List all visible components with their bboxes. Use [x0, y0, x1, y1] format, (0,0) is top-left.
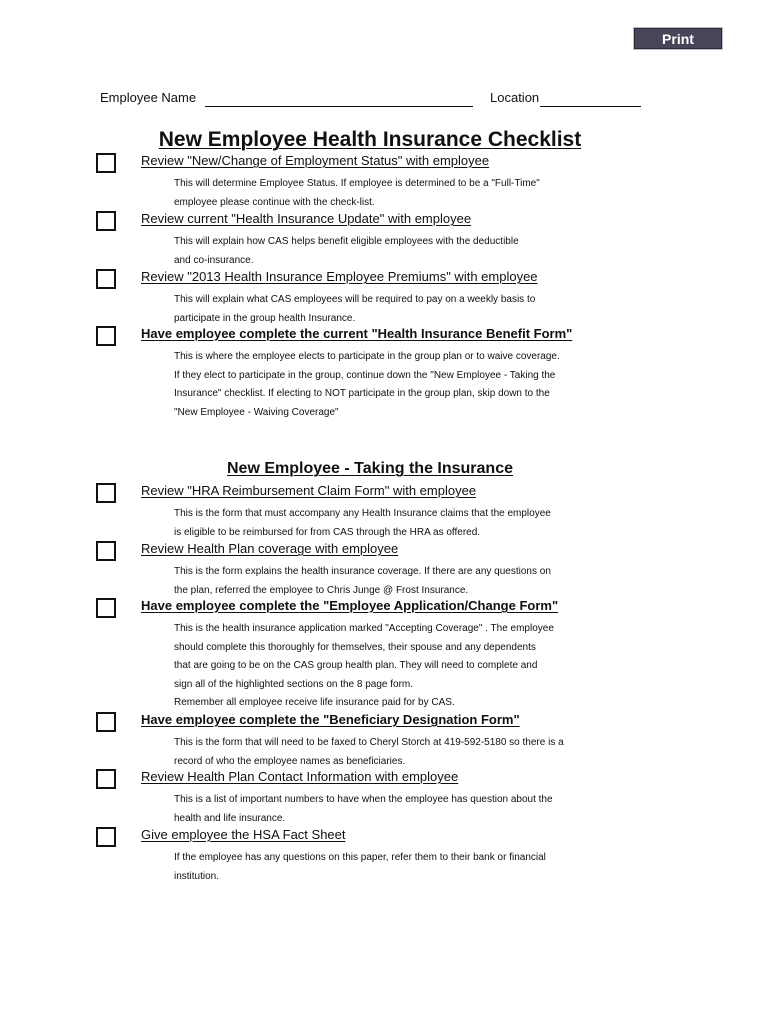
checkbox[interactable] — [96, 712, 116, 732]
description-line: the plan, referred the employee to Chris Junge @ Frost Insurance. — [174, 584, 469, 596]
description-line: record of who the employee names as beneficiaries. — [174, 755, 406, 767]
description-line: If they elect to participate in the group, continue down the "New Employee - Taking the — [174, 369, 556, 381]
description-line: This is where the employee elects to participate in the group plan or to waive coverage. — [174, 351, 560, 362]
checklist-item-title: Have employee complete the "Employee Application/Change Form" — [141, 598, 559, 613]
checkbox[interactable] — [96, 153, 116, 173]
description-line: "New Employee - Waiving Coverage" — [174, 406, 339, 418]
description-line: institution. — [174, 870, 220, 882]
print-button[interactable]: Print — [634, 28, 722, 49]
checkbox[interactable] — [96, 269, 116, 289]
description-line: participate in the group health Insurance. — [174, 312, 356, 324]
description-line: Remember all employee receive life insurance paid for by CAS. — [174, 697, 455, 709]
description-line: This is the health insurance application marked "Accepting Coverage" . The employee — [174, 623, 554, 634]
checklist-item-description — [174, 175, 594, 212]
checklist-item-description — [174, 563, 594, 600]
checklist-item-title: Review "HRA Reimbursement Claim Form" with employee — [141, 483, 477, 498]
checkbox[interactable] — [96, 211, 116, 231]
checklist-item-title: Review current "Health Insurance Update" with employee — [141, 211, 472, 226]
location-label: Location — [490, 90, 540, 105]
checklist-item-title: Have employee complete the "Beneficiary Designation Form" — [141, 712, 520, 727]
checklist-item-title: Review Health Plan coverage with employee — [141, 541, 399, 556]
description-line: This will explain what CAS employees will be required to pay on a weekly basis to — [174, 294, 536, 305]
description-line: If the employee has any questions on this paper, refer them to their bank or financial — [174, 852, 546, 863]
checklist-item-description — [174, 505, 594, 542]
checklist-item-description — [174, 734, 594, 771]
employee-name-field[interactable] — [205, 105, 473, 107]
checkbox[interactable] — [96, 541, 116, 561]
section-title-taking-insurance: New Employee - Taking the Insurance — [227, 460, 513, 477]
checkbox[interactable] — [96, 483, 116, 503]
location-field[interactable] — [540, 105, 641, 107]
checkbox[interactable] — [96, 326, 116, 346]
checklist-item-description — [174, 620, 594, 713]
description-line: This is the form that will need to be faxed to Cheryl Storch at 419-592-5180 so there is a — [174, 737, 564, 748]
checklist-item-description — [174, 233, 594, 270]
checklist-item-description — [174, 791, 594, 828]
description-line: sign all of the highlighted sections on the 8 page form. — [174, 678, 414, 690]
checklist-item-title: Have employee complete the current "Health Insurance Benefit Form" — [141, 326, 573, 341]
checkbox[interactable] — [96, 827, 116, 847]
checklist-item-title: Review "2013 Health Insurance Employee Premiums" with employee — [141, 269, 538, 284]
checklist-item-description — [174, 849, 594, 886]
description-line: and co-insurance. — [174, 254, 254, 266]
description-line: should complete this thoroughly for themselves, their spouse and any dependents — [174, 641, 536, 653]
description-line: health and life insurance. — [174, 812, 286, 824]
employee-name-label: Employee Name — [100, 90, 197, 105]
checkbox[interactable] — [96, 598, 116, 618]
description-line: is eligible to be reimbursed for from CAS through the HRA as offered. — [174, 526, 481, 538]
description-line: This will explain how CAS helps benefit eligible employees with the deductible — [174, 236, 519, 247]
description-line: Insurance" checklist. If electing to NOT participate in the group plan, skip down to the — [174, 388, 550, 400]
description-line: This is the form that must accompany any Health Insurance claims that the employee — [174, 508, 551, 519]
description-line: This will determine Employee Status. If employee is determined to be a "Full-Time" — [174, 178, 540, 189]
description-line: employee please continue with the check-list. — [174, 196, 375, 208]
checkbox[interactable] — [96, 769, 116, 789]
checklist-item-description — [174, 291, 594, 328]
description-line: This is a list of important numbers to have when the employee has question about the — [174, 794, 553, 805]
checklist-item-title: Give employee the HSA Fact Sheet — [141, 827, 346, 842]
description-line: that are going to be on the CAS group health plan. They will need to complete and — [174, 660, 538, 672]
description-line: This is the form explains the health insurance coverage. If there are any questions on — [174, 566, 551, 577]
checklist-item-description — [174, 348, 594, 422]
page-title: New Employee Health Insurance Checklist — [158, 128, 582, 151]
checklist-item-title: Review Health Plan Contact Information with employee — [141, 769, 459, 784]
checklist-item-title: Review "New/Change of Employment Status" with employee — [141, 153, 490, 168]
